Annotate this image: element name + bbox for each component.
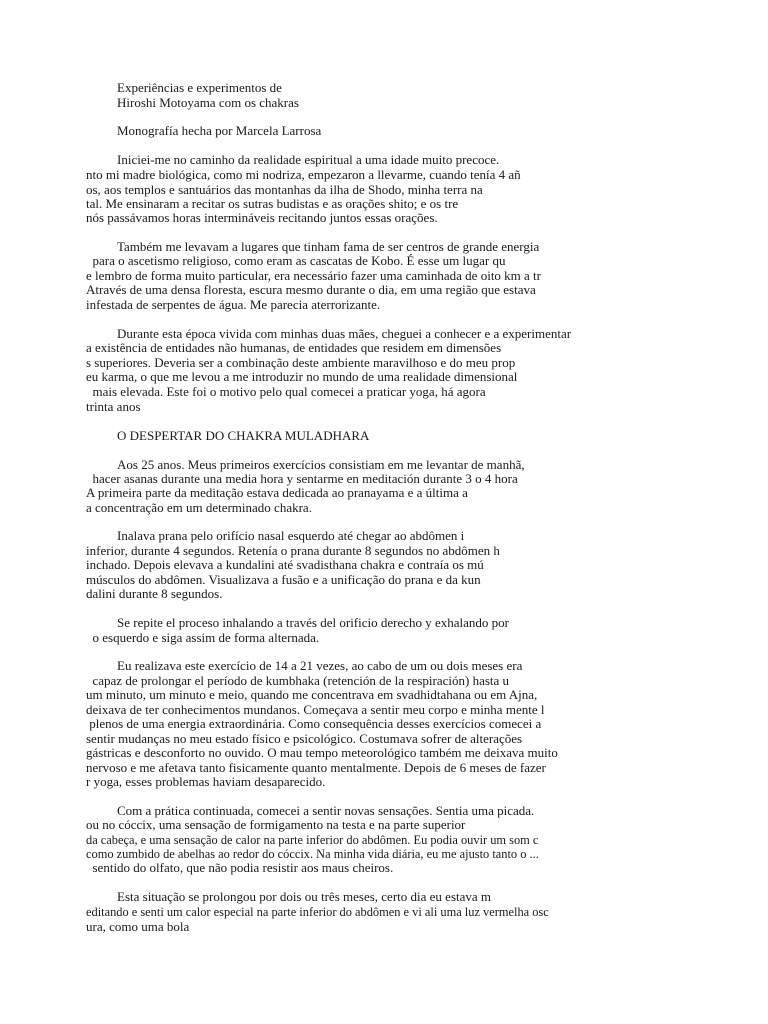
paragraph-line: gástricas e desconforto no ouvido. O mau tempo meteorológico também me deixava muito: [86, 745, 558, 760]
paragraph-line: Através de uma densa floresta, escura mesmo durante o dia, em uma região que estava: [86, 282, 536, 297]
paragraph-line: sentir mudanças no meu estado físico e psicológico. Costumava sofrer de alterações: [86, 731, 523, 746]
byline: Monografía hecha por Marcela Larrosa: [117, 123, 322, 138]
paragraph-line: músculos do abdômen. Visualizava a fusão e a unificação do prana e da kun: [86, 572, 481, 587]
paragraph-line: um minuto, um minuto e meio, quando me concentrava em svadhidtahana ou em Ajna,: [86, 687, 538, 702]
paragraph-line: trinta anos: [86, 399, 141, 414]
paragraph-line: e lembro de forma muito particular, era necessário fazer uma caminhada de oito km a tr: [86, 268, 541, 283]
section-heading: O DESPERTAR DO CHAKRA MULADHARA: [117, 428, 370, 443]
paragraph-line: Eu realizava este exercício de 14 a 21 vezes, ao cabo de um ou dois meses era: [117, 658, 523, 673]
paragraph-line: deixava de ter conhecimentos mundanos. Começava a sentir meu corpo e minha mente l: [86, 702, 545, 717]
title-line-1: Experiências e experimentos de: [117, 80, 282, 95]
paragraph-line: o esquerdo e siga assim de forma alternada.: [86, 630, 320, 645]
paragraph-line: Durante esta época vivida com minhas duas mães, cheguei a conhecer e a experimentar: [117, 326, 572, 341]
paragraph-line: sentido do olfato, que não podia resistir aos maus cheiros.: [86, 860, 394, 875]
title-line-2: Hiroshi Motoyama com os chakras: [117, 95, 299, 110]
paragraph-line: A primeira parte da meditação estava dedicada ao pranayama e a última a: [86, 485, 468, 500]
paragraph-line: Esta situação se prolongou por dois ou três meses, certo dia eu estava m: [117, 889, 492, 904]
paragraph-line: ou no cóccix, uma sensação de formigamento na testa e na parte superior: [86, 817, 466, 832]
paragraph-line: Inalava prana pelo orifício nasal esquerdo até chegar ao abdômen i: [117, 528, 465, 543]
paragraph-line: nervoso e me afetava tanto fisicamente quanto mentalmente. Depois de 6 meses de fazer: [86, 760, 546, 775]
paragraph-line: os, aos templos e santuários das montanhas da ilha de Shodo, minha terra na: [86, 182, 483, 197]
paragraph-line: a existência de entidades não humanas, de entidades que residem em dimensões: [86, 340, 502, 355]
paragraph-line: plenos de uma energia extraordinária. Como consequência desses exercícios comecei a: [86, 716, 542, 731]
paragraph-line: r yoga, esses problemas haviam desaparecido.: [86, 774, 326, 789]
paragraph-line: para o ascetismo religioso, como eram as cascatas de Kobo. É esse um lugar qu: [86, 253, 506, 268]
paragraph-line: s superiores. Deveria ser a combinação deste ambiente maravilhoso e do meu prop: [86, 355, 516, 370]
paragraph-line: nós passávamos horas intermináveis recitando juntos essas orações.: [86, 210, 438, 225]
paragraph-line: tal. Me ensinaram a recitar os sutras budistas e as orações shito; e os tre: [86, 196, 459, 211]
paragraph-line: mais elevada. Este foi o motivo pelo qual comecei a praticar yoga, há agora: [86, 384, 486, 399]
paragraph-line: Iniciei-me no caminho da realidade espiritual a uma idade muito precoce.: [117, 152, 500, 167]
paragraph-line: editando e senti um calor especial na parte inferior do abdômen e vi ali uma luz vermelha osc: [86, 905, 549, 919]
paragraph-line: ura, como uma bola: [86, 919, 190, 934]
paragraph-line: Com a prática continuada, comecei a sentir novas sensações. Sentia uma picada.: [117, 803, 535, 818]
paragraph-line: da cabeça, e uma sensação de calor na parte inferior do abdômen. Eu podia ouvir um som c: [86, 833, 539, 847]
paragraph-line: inchado. Depois elevava a kundalini até svadisthana chakra e contraía os mú: [86, 557, 484, 572]
paragraph-line: infestada de serpentes de água. Me parecia aterrorizante.: [86, 297, 381, 312]
paragraph-line: Também me levavam a lugares que tinham fama de ser centros de grande energia: [117, 239, 540, 254]
paragraph-line: dalini durante 8 segundos.: [86, 586, 223, 601]
paragraph-line: Se repite el proceso inhalando a través del orificio derecho y exhalando por: [117, 615, 510, 630]
paragraph-line: capaz de prolongar el período de kumbhaka (retención de la respiración) hasta u: [86, 673, 510, 688]
paragraph-line: a concentração em um determinado chakra.: [86, 500, 312, 515]
paragraph-line: eu karma, o que me levou a me introduzir no mundo de uma realidade dimensional: [86, 369, 518, 384]
paragraph-line: nto mi madre biológica, como mi nodriza, empezaron a llevarme, cuando tenía 4 añ: [86, 167, 521, 182]
paragraph-line: inferior, durante 4 segundos. Retenía o prana durante 8 segundos no abdômen h: [86, 543, 500, 558]
paragraph-line: Aos 25 anos. Meus primeiros exercícios consistiam em me levantar de manhã,: [117, 457, 525, 472]
paragraph-line: hacer asanas durante una media hora y sentarme en meditación durante 3 o 4 hora: [86, 471, 518, 486]
paragraph-line: como zumbido de abelhas ao redor do cóccix. Na minha vida diária, eu me ajusto tanto o ...: [86, 847, 539, 861]
